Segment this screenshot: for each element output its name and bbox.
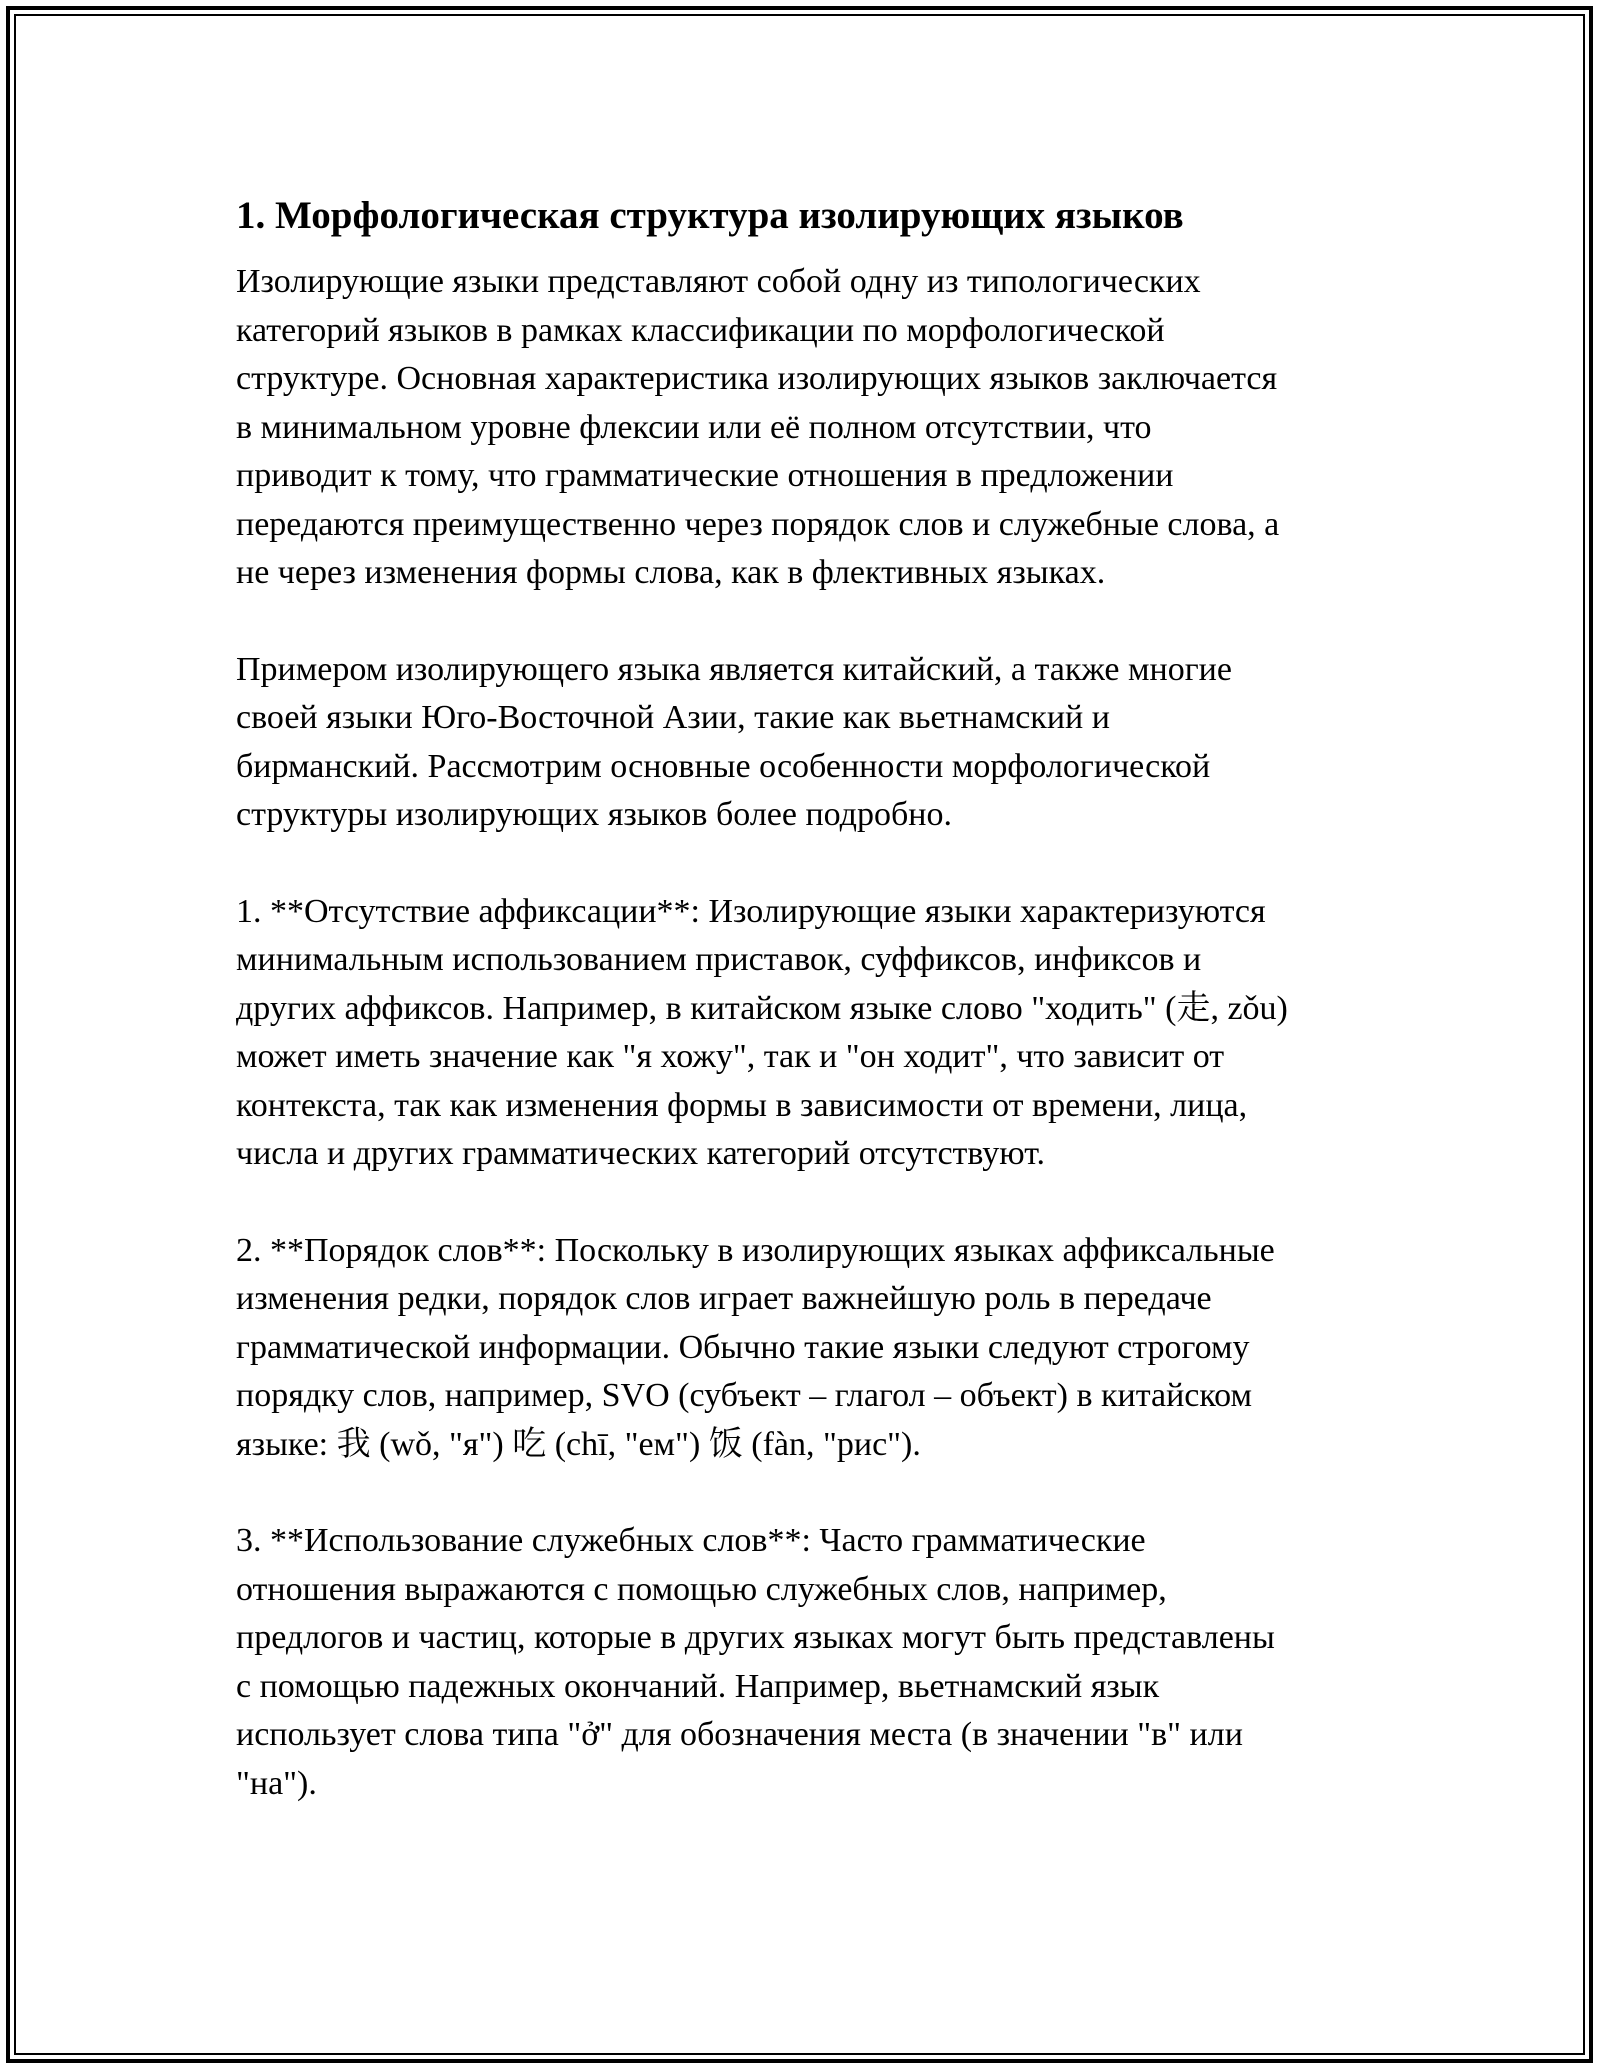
paragraph-example: Примером изолирующего языка является китайский, а также многие своей языки Юго-Восточной Азии, такие как вьетнамский и бирманский. Рассмотрим основные особенности морфологической структуры изолирующих языков более подробно. [236, 650, 1232, 833]
paragraph-function-words: 3. **Использование служебных слов**: Часто грамматические отношения выражаются с помощью служебных слов, например, предлогов и частиц, которые в других языках могут быть представлены с помощью падежных окончаний. Например, вьетнамский язык использует слова типа "ở" для обозначения места (в значении "в" или "на"). [236, 1522, 1275, 1802]
section-heading: 1. Морфологическая структура изолирующих языков [236, 194, 1184, 237]
paragraph-intro: Изолирующие языки представляют собой одну из типологических категорий языков в рамках классификации по морфологической структуре. Основная характеристика изолирующих языков заключается в минимальном уровне флексии или её полном отсутствии, что приводит к тому, что грамматические отношения в предложении передаются преимущественно через порядок слов и служебные слова, а не через изменения формы слова, как в флективных языках. [236, 263, 1280, 591]
paragraph-word-order: 2. **Порядок слов**: Поскольку в изолирующих языках аффиксальные изменения редки, порядок слов играет важнейшую роль в передаче грамматической информации. Обычно такие языки следуют строгому порядку слов, например, SVO (субъект – глагол – объект) в китайском языке: 我 (wǒ, "я") 吃 (chī, "ем") 饭 (fàn, "рис"). [236, 1231, 1275, 1463]
document-body [236, 188, 1376, 1808]
paragraph-affixation: 1. **Отсутствие аффиксации**: Изолирующие языки характеризуются минимальным использованием приставок, суффиксов, инфиксов и других аффиксов. Например, в китайском языке слово "ходить" (走, zǒu) может иметь значение как "я хожу", так и "он ходит", что зависит от контекста, так как изменения формы в зависимости от времени, лица, числа и других грамматических категорий отсутствуют. [236, 892, 1288, 1172]
